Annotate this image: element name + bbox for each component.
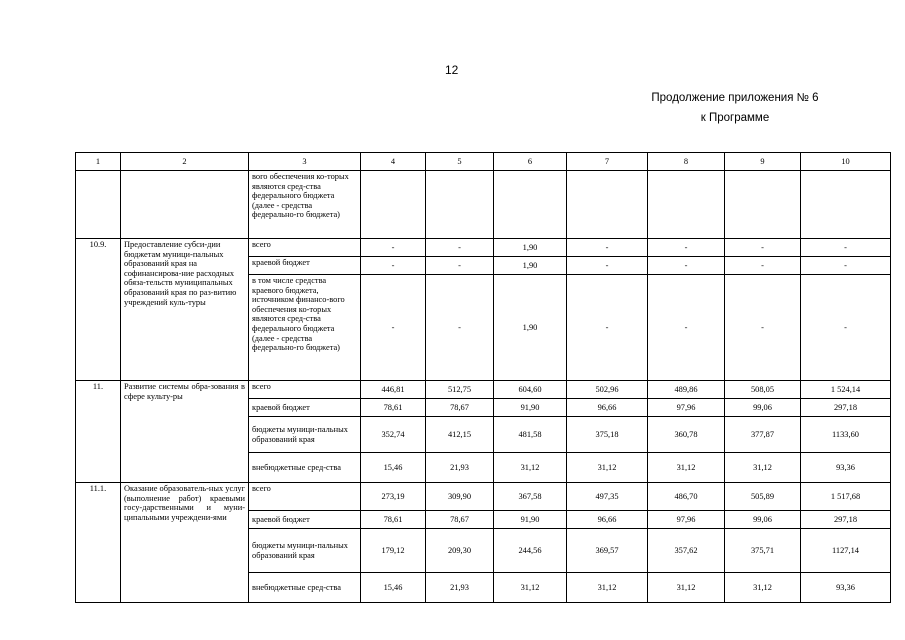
value-cell: - — [725, 257, 801, 275]
value-cell: 31,12 — [648, 453, 725, 483]
funding-source-cell: внебюджетные сред-ства — [249, 573, 361, 603]
value-cell: 1,90 — [494, 275, 567, 381]
value-cell: - — [361, 239, 426, 257]
value-cell: 446,81 — [361, 381, 426, 399]
value-cell: 78,61 — [361, 399, 426, 417]
budget-table — [75, 152, 891, 603]
table-row — [76, 171, 891, 239]
column-header: 5 — [426, 153, 494, 171]
value-cell: 21,93 — [426, 573, 494, 603]
value-cell: 97,96 — [648, 511, 725, 529]
column-header: 2 — [121, 153, 249, 171]
value-cell: 15,46 — [361, 573, 426, 603]
value-cell: 244,56 — [494, 529, 567, 573]
appendix-heading — [600, 88, 870, 128]
value-cell — [648, 171, 725, 239]
value-cell: - — [801, 239, 891, 257]
value-cell — [801, 171, 891, 239]
value-cell: - — [648, 275, 725, 381]
value-cell: - — [801, 257, 891, 275]
column-header: 1 — [76, 153, 121, 171]
section-name: Развитие системы обра-зования в сфере культу-ры — [121, 381, 249, 483]
value-cell: - — [725, 275, 801, 381]
value-cell: 505,89 — [725, 483, 801, 511]
section-code: 11.1. — [76, 483, 121, 603]
page-number: 12 — [445, 63, 459, 77]
value-cell: 360,78 — [648, 417, 725, 453]
value-cell: 1133,60 — [801, 417, 891, 453]
column-header: 10 — [801, 153, 891, 171]
appendix-line-1: Продолжение приложения № 6 — [651, 92, 819, 104]
value-cell: 93,36 — [801, 573, 891, 603]
value-cell: 297,18 — [801, 511, 891, 529]
value-cell: 412,15 — [426, 417, 494, 453]
column-header: 8 — [648, 153, 725, 171]
table-row — [76, 381, 891, 399]
column-header: 3 — [249, 153, 361, 171]
value-cell: 31,12 — [725, 453, 801, 483]
funding-source-cell: всего — [249, 483, 361, 511]
value-cell — [426, 171, 494, 239]
value-cell: 1127,14 — [801, 529, 891, 573]
table-row — [76, 483, 891, 511]
value-cell: 15,46 — [361, 453, 426, 483]
table-row — [76, 239, 891, 257]
funding-source-cell: краевой бюджет — [249, 399, 361, 417]
value-cell: 93,36 — [801, 453, 891, 483]
value-cell: 367,58 — [494, 483, 567, 511]
value-cell — [494, 171, 567, 239]
value-cell: 31,12 — [567, 573, 648, 603]
value-cell: 31,12 — [494, 453, 567, 483]
appendix-line-2: к Программе — [700, 112, 770, 124]
value-cell: 486,70 — [648, 483, 725, 511]
value-cell: 91,90 — [494, 511, 567, 529]
value-cell: - — [567, 239, 648, 257]
value-cell: 375,71 — [725, 529, 801, 573]
funding-source-cell: всего — [249, 239, 361, 257]
value-cell — [725, 171, 801, 239]
column-header: 6 — [494, 153, 567, 171]
value-cell: 97,96 — [648, 399, 725, 417]
value-cell: 1 517,68 — [801, 483, 891, 511]
value-cell: 1,90 — [494, 239, 567, 257]
value-cell: 91,90 — [494, 399, 567, 417]
value-cell: 375,18 — [567, 417, 648, 453]
value-cell: 21,93 — [426, 453, 494, 483]
value-cell: - — [801, 275, 891, 381]
value-cell: 31,12 — [648, 573, 725, 603]
value-cell: 489,86 — [648, 381, 725, 399]
section-code: 10.9. — [76, 239, 121, 381]
funding-source-cell: краевой бюджет — [249, 511, 361, 529]
value-cell: - — [426, 257, 494, 275]
value-cell: 297,18 — [801, 399, 891, 417]
value-cell: - — [567, 257, 648, 275]
value-cell: - — [648, 257, 725, 275]
value-cell: 78,67 — [426, 511, 494, 529]
column-header: 9 — [725, 153, 801, 171]
value-cell — [361, 171, 426, 239]
value-cell: 1 524,14 — [801, 381, 891, 399]
value-cell: 31,12 — [567, 453, 648, 483]
value-cell: 78,67 — [426, 399, 494, 417]
value-cell: 31,12 — [494, 573, 567, 603]
value-cell: 377,87 — [725, 417, 801, 453]
section-name: Предоставление субси-дии бюджетам муници-пальных образований края на софинансирова-ние расходных обяза-тельств муниципальных образований края по раз-витию учреждений куль-туры — [121, 239, 249, 381]
value-cell: - — [361, 275, 426, 381]
value-cell: 502,96 — [567, 381, 648, 399]
value-cell: 96,66 — [567, 511, 648, 529]
funding-source-cell: бюджеты муници-пальных образований края — [249, 417, 361, 453]
value-cell: 352,74 — [361, 417, 426, 453]
funding-source-cell: внебюджетные сред-ства — [249, 453, 361, 483]
value-cell: - — [567, 275, 648, 381]
value-cell: - — [426, 275, 494, 381]
value-cell: 357,62 — [648, 529, 725, 573]
funding-source-cell: в том числе средства краевого бюджета, источником финансо-вого обеспечения ко-торых являются сред-ства федерального бюджета (далее - средства федерально-го бюджета) — [249, 275, 361, 381]
value-cell: 481,58 — [494, 417, 567, 453]
funding-source-cell: краевой бюджет — [249, 257, 361, 275]
value-cell: - — [648, 239, 725, 257]
value-cell: - — [361, 257, 426, 275]
value-cell: 99,06 — [725, 511, 801, 529]
funding-source-cell: бюджеты муници-пальных образований края — [249, 529, 361, 573]
funding-source-cell: всего — [249, 381, 361, 399]
value-cell: 1,90 — [494, 257, 567, 275]
funding-source-cell: вого обеспечения ко-торых являются сред-ства федерального бюджета (далее - средства федерально-го бюджета) — [249, 171, 361, 239]
value-cell: 369,57 — [567, 529, 648, 573]
value-cell: - — [426, 239, 494, 257]
value-cell: 512,75 — [426, 381, 494, 399]
value-cell: 209,30 — [426, 529, 494, 573]
value-cell: 179,12 — [361, 529, 426, 573]
value-cell: 604,60 — [494, 381, 567, 399]
column-header: 4 — [361, 153, 426, 171]
value-cell: 99,06 — [725, 399, 801, 417]
table-body — [76, 153, 891, 603]
value-cell: 78,61 — [361, 511, 426, 529]
value-cell: 497,35 — [567, 483, 648, 511]
value-cell: 96,66 — [567, 399, 648, 417]
section-code: 11. — [76, 381, 121, 483]
value-cell: 309,90 — [426, 483, 494, 511]
value-cell: - — [725, 239, 801, 257]
section-name: Оказание образователь-ных услуг (выполнение работ) краевыми госу-дарственными и муни-ципальными учреждени-ями — [121, 483, 249, 603]
code-cell — [76, 171, 121, 239]
value-cell — [567, 171, 648, 239]
value-cell: 273,19 — [361, 483, 426, 511]
name-cell — [121, 171, 249, 239]
column-header: 7 — [567, 153, 648, 171]
table-header-row — [76, 153, 891, 171]
value-cell: 31,12 — [725, 573, 801, 603]
value-cell: 508,05 — [725, 381, 801, 399]
